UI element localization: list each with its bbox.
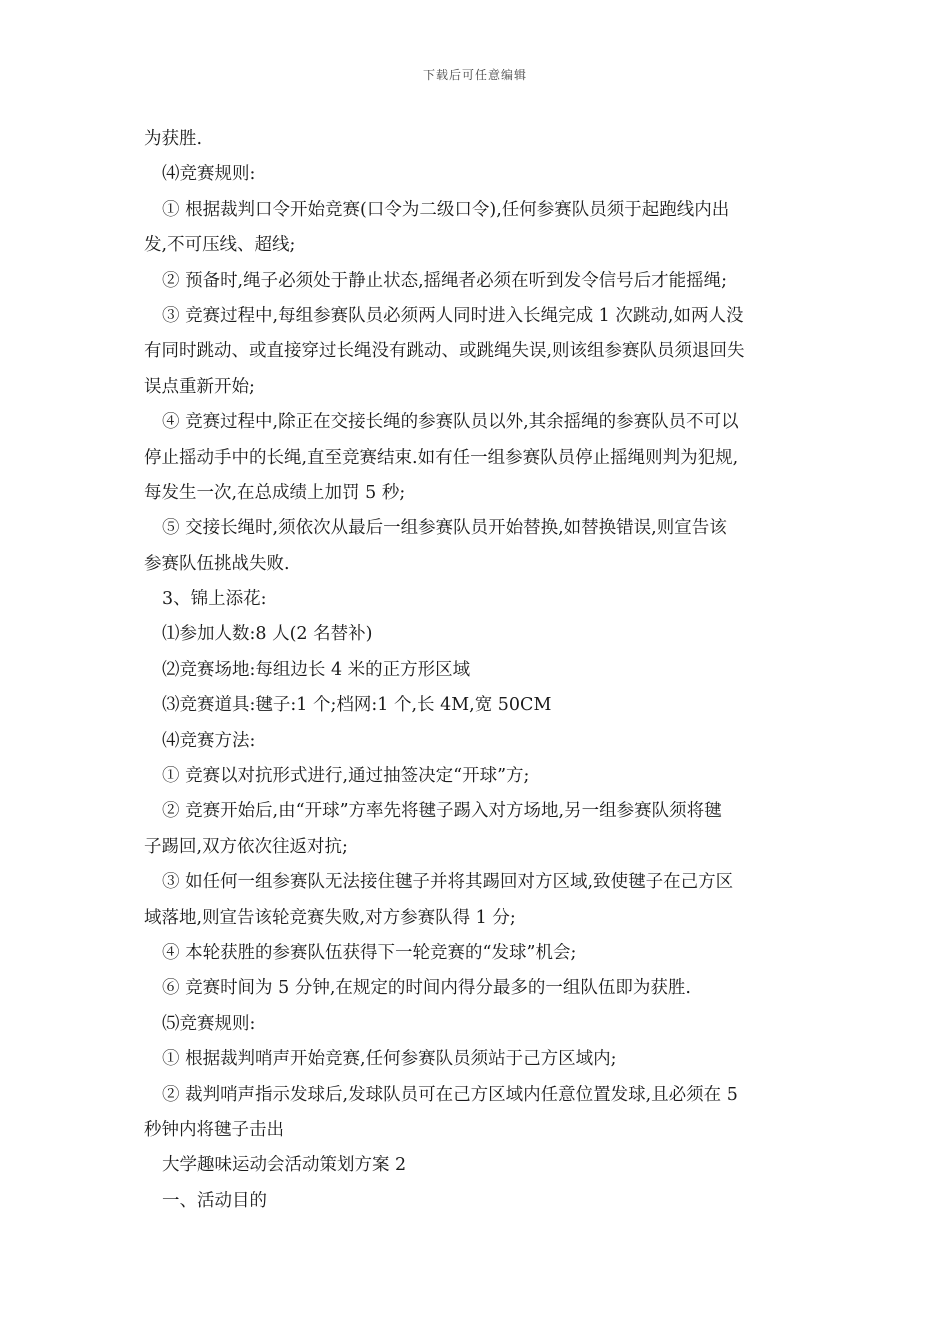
text-line: 误点重新开始; <box>144 376 255 397</box>
text-line: 停止摇动手中的长绳,直至竞赛结束.如有任一组参赛队员停止摇绳则判为犯规, <box>144 447 739 468</box>
text-line: ⑸竞赛规则: <box>162 1013 256 1034</box>
text-line: 参赛队伍挑战失败. <box>144 553 290 574</box>
text-line: ⑷竞赛方法: <box>162 730 256 751</box>
text-line: ⑷竞赛规则: <box>162 164 256 185</box>
text-line: ⑶竞赛道具:毽子:1 个;档网:1 个,长 4M,宽 50CM <box>162 695 552 716</box>
text-line: ⑥ 竞赛时间为 5 分钟,在规定的时间内得分最多的一组队伍即为获胜. <box>162 978 691 999</box>
document-body <box>144 122 812 1219</box>
text-line: ① 竞赛以对抗形式进行,通过抽签决定“开球”方; <box>162 766 530 787</box>
text-line: 一、活动目的 <box>162 1190 267 1211</box>
text-line: 域落地,则宣告该轮竞赛失败,对方参赛队得 1 分; <box>144 907 516 928</box>
text-line: 秒钟内将毽子击出 <box>144 1119 284 1140</box>
text-line: 大学趣味运动会活动策划方案 2 <box>162 1155 407 1176</box>
text-line: 有同时跳动、或直接穿过长绳没有跳动、或跳绳失误,则该组参赛队员须退回失 <box>144 341 745 362</box>
text-line: ① 根据裁判哨声开始竞赛,任何参赛队员须站于己方区域内; <box>162 1049 617 1070</box>
text-line: 发,不可压线、超线; <box>144 235 296 256</box>
text-line: ① 根据裁判口令开始竞赛(口令为二级口令),任何参赛队员须于起跑线内出 <box>162 199 730 220</box>
text-line: ④ 竞赛过程中,除正在交接长绳的参赛队员以外,其余摇绳的参赛队员不可以 <box>162 412 739 433</box>
text-line: 3、锦上添花: <box>162 589 267 610</box>
text-line: 为获胜. <box>144 129 203 149</box>
text-line: ④ 本轮获胜的参赛队伍获得下一轮竞赛的“发球”机会; <box>162 942 577 963</box>
text-line: ③ 竞赛过程中,每组参赛队员必须两人同时进入长绳完成 1 次跳动,如两人没 <box>162 305 744 326</box>
text-line: ② 竞赛开始后,由“开球”方率先将毽子踢入对方场地,另一组参赛队须将毽 <box>162 801 722 822</box>
text-line: ③ 如任何一组参赛队无法接住毽子并将其踢回对方区域,致使毽子在己方区 <box>162 872 734 893</box>
text-line: ② 预备时,绳子必须处于静止状态,摇绳者必须在听到发令信号后才能摇绳; <box>162 270 728 291</box>
text-line: ⑤ 交接长绳时,须依次从最后一组参赛队员开始替换,如替换错误,则宣告该 <box>162 518 727 539</box>
page-header: 下载后可任意编辑 <box>422 68 527 82</box>
text-line: 每发生一次,在总成绩上加罚 5 秒; <box>144 482 406 503</box>
text-line: ② 裁判哨声指示发球后,发球队员可在己方区域内任意位置发球,且必须在 5 <box>162 1084 738 1105</box>
text-line: ⑴参加人数:8 人(2 名替补) <box>162 624 373 645</box>
text-line: ⑵竞赛场地:每组边长 4 米的正方形区域 <box>162 659 471 680</box>
text-line: 子踢回,双方依次往返对抗; <box>144 836 348 857</box>
